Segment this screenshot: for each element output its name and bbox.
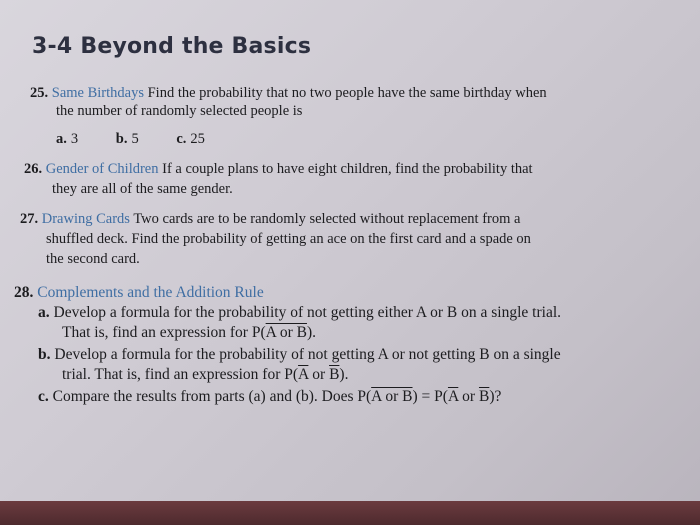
problem-title: Complements and the Addition Rule (37, 284, 264, 301)
problem-26 (24, 160, 674, 200)
problem-text: the second card. (46, 251, 140, 267)
problem-number: 26. (24, 161, 43, 177)
problem-27 (20, 210, 680, 272)
problem-number: 27. (20, 211, 39, 227)
problem-text: If a couple plans to have eight children, find the probability that (162, 161, 533, 177)
part-c: c. Compare the results from parts (a) and (b). Does P(A or $B) = P(\overline{A}$ or $\overline{B}$)? (38, 388, 502, 405)
part-b-line2: trial. That is, find an expression for $P(\overline{A}$ or $\overline{B}$). (62, 366, 349, 383)
problem-25 (30, 84, 670, 154)
option-a: a. 3 (56, 131, 79, 147)
option-c: c. 25 (176, 131, 205, 147)
part-a-line2: That is, find an expression for P(A or B). (62, 324, 317, 341)
part-label: a. (38, 304, 50, 321)
problem-text: the number of randomly selected people is (56, 103, 303, 119)
problem-text: they are all of the same gender. (52, 181, 233, 197)
problem-text: shuffled deck. Find the probability of getting an ace on the first card and a spade on (46, 231, 531, 247)
option-b: b. 5 (115, 131, 139, 147)
problem-number: 25. (30, 85, 49, 101)
part-label: c. (38, 388, 49, 405)
part-a: a. Develop a formula for the probability of not getting either A or B on a single trial. (38, 304, 562, 321)
answer-options (56, 130, 239, 148)
problem-title: Same Birthdays (51, 85, 144, 101)
section-number: 3-4 (32, 34, 73, 59)
problem-title: Drawing Cards (41, 211, 130, 227)
problem-text: Find the probability that no two people have the same birthday when (147, 85, 547, 101)
part-label: b. (38, 346, 51, 363)
problem-text: Two cards are to be randomly selected without replacement from a (133, 211, 521, 227)
section-heading (32, 34, 311, 59)
problem-number: 28. (14, 284, 34, 301)
section-title: Beyond the Basics (80, 34, 312, 59)
problem-28 (14, 283, 686, 423)
part-b: b. Develop a formula for the probability of not getting A or not getting B on a single (38, 346, 561, 363)
problem-title: Gender of Children (45, 161, 159, 177)
page-bottom-edge (0, 501, 700, 525)
